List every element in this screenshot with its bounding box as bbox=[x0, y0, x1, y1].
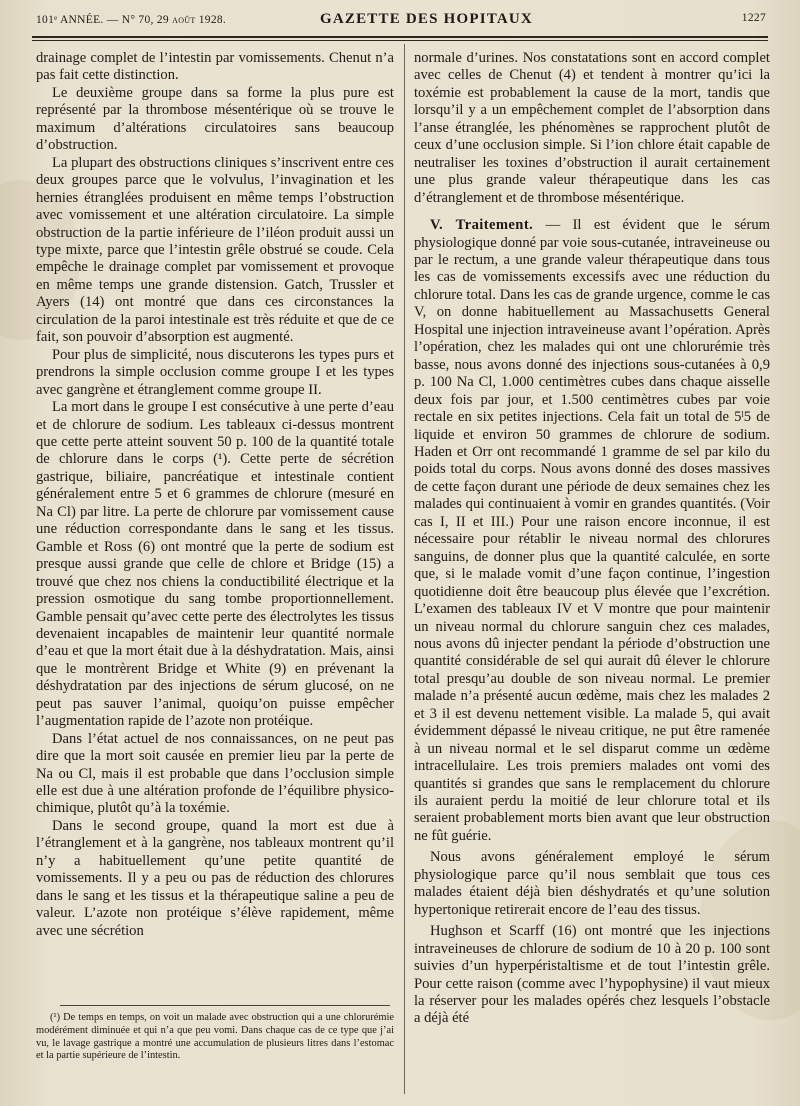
footnote-rule bbox=[60, 1005, 390, 1006]
section-title: V. Traitement. bbox=[430, 217, 534, 234]
paragraph: drainage complet de l’intestin par vomissements. Chenut n’a pas fait cette distinction. bbox=[36, 50, 394, 84]
paragraph: Dans le second groupe, quand la mort est due à l’étranglement et à la gangrène, nos tableaux montrent qu’il n’y a habituellement qu’une petite quantité de vomissements. Il y a peu ou pas de réduction des chlorures dans le sang et les tissus et la thérapeutique saline a peu de valeur. L’azote non protéique s’élève rapidement, même avec une sécrétion bbox=[36, 817, 394, 939]
page-number: 1227 bbox=[741, 12, 766, 24]
section-paragraph bbox=[414, 217, 770, 845]
header-rule-thin bbox=[32, 40, 768, 41]
column-divider bbox=[404, 44, 405, 1094]
issue-info: 101ᵉ ANNÉE. — N° 70, 29 août 1928. bbox=[36, 14, 227, 26]
paragraph: normale d’urines. Nos constatations sont en accord complet avec celles de Chenut (4) et tendent à montrer qu’ici la toxémie est probablement la cause de la mort, tandis que lorsqu’il y a un empêchement complet de l’absorption dans l’anse étranglée, les phénomènes se rapprochent plutôt de ceux d’une occlusion simple. Si l’ion chlore était capable de neutraliser les toxines d’obstruction il aurait certainement une plus grande valeur thérapeutique dans les cas d’étranglement et de thrombose mésentérique. bbox=[414, 50, 770, 206]
section-text: — Il est évident que le sérum physiologique donné par voie sous-cutanée, intraveineuse ou par le rectum, a une grande valeur thérapeutique dans tous les cas de vomissements excessifs avec une réduction du chlorure total. Dans les cas de grande urgence, comme le cas V, on donne habituellement au Massachusetts General Hospital une injection intraveineuse avant l’opération. Après l’opération, chez les malades qui ont une chlorurémie très basse, nous avons donné des injections sous-cutanées à 0,9 p. 100 Na Cl, 1.000 centimètres cubes dans chaque aisselle deux fois par jour, et 1.500 centimètres cubes par voie rectale en six petites injections. Cela fait un total de 5ˡ5 de liquide et environ 50 grammes de chlorure de sodium. Haden et Orr ont recommandé 1 gramme de sel par kilo du poids total du corps. Nous avons donné des doses massives de cette façon durant une période de deux semaines chez les malades qui continuaient à vomir en grandes quantités. (Voir cas I, II et III.) Pour une raison encore inconnue, il est nécessaire pour rétablir le niveau normal des chlorures sanguins, de donner plus que la quantité calculée, en sorte que, si le malade vomit d’une façon continue, l’ingestion quotidienne doit être beaucoup plus élevée que l’excrétion. L’examen des tableaux IV et V montre que pour maintenir un niveau normal du chlorure sanguin chez ces malades, nous avons dû injecter pendant la période d’obstruction une quantité considérable de sel qui aurait dû élever le chlorure total presqu’au double de son niveau normal. Le premier malade n’a présenté aucun œdème, mais chez les malades 2 et 3 il est devenu nettement visible. La malade 5, qui avait évidemment dépassé le niveau critique, ne put être ramenée à un niveau normal et le sel disparut comme un œdème intracellulaire. Les trois premiers malades ont vomi des quantités si grandes que sans le remplacement du chlorure ils auraient perdu la moitié de leur chlorure total et ils seraient probablement morts bien avant que leur obstruction ne fût guérie. bbox=[414, 217, 770, 844]
header-rule bbox=[32, 36, 768, 38]
footnote-text: (¹) De temps en temps, on voit un malade avec obstruction qui a une chlorurémie modérément diminuée et qui n’a que peu vomi. Dans chaque cas de ce type que j’ai vu, le lavage gastrique a montré une accumulation de plusieurs litres dans l’estomac et la partie supérieure de l’intestin. bbox=[36, 1012, 394, 1062]
paragraph: La mort dans le groupe I est consécutive à une perte d’eau et de chlorure de sodium. Les tableaux ci-dessus montrent que cette perte atteint souvent 50 p. 100 de la quantité totale de chlorure dans le corps (¹). Cette perte de sécrétion gastrique, biliaire, pancréatique et intestinale contient généralement entre 5 et 6 grammes de chlorure (mesuré en Na Cl) par litre. La perte de chlorure par vomissement cause une réduction correspondante dans le sang et les tissus. Gamble et Ross (6) ont montré que la perte de sodium est presque aussi grande que celle de chlore et Bridge (15) a trouvé que chez nos chiens la conductibilité électrique et la pression osmotique du sang tombe proportionnellement. Gamble pensait qu’avec cette perte des électrolytes les tissus devenaient incapables de maintenir leur quantité normale d’eau et que la mort était due à la déshydratation. Mais, ainsi que le montrèrent Bridge et White (9) en prévenant la déshydratation par des injections de sérum glucosé, on ne peut pas sauver l’animal, quoiqu’on puisse empêcher l’augmentation rapide de l’azote non protéique. bbox=[36, 399, 394, 730]
right-column bbox=[414, 50, 770, 1028]
paragraph: Pour plus de simplicité, nous discuterons les types purs et prendrons la simple occlusion comme groupe I et les types avec gangrène et étranglement comme groupe II. bbox=[36, 346, 394, 398]
footnote bbox=[36, 1012, 394, 1063]
page-header bbox=[30, 6, 770, 34]
journal-title: GAZETTE DES HOPITAUX bbox=[320, 11, 533, 27]
paragraph: La plupart des obstructions cliniques s’inscrivent entre ces deux groupes parce que le volvulus, l’invagination et les hernies étranglées produisent en même temps l’obstruction avec vomissement et une altération circulatoire. La simple obstruction de la partie inférieure de l’iléon produit aussi un type mixte, parce que l’intestin grêle obstrué se coude. Cela empêche le drainage complet par vomissement et provoque en même temps une grande distension. Gatch, Trussler et Ayers (14) ont montré que dans ces circonstances la circulation de la paroi intestinale est très réduite et que de ce fait, son pouvoir d’absorption est augmenté. bbox=[36, 154, 394, 346]
paragraph: Dans l’état actuel de nos connaissances, on ne peut pas dire que la mort soit causée en premier lieu par la perte de Na ou Cl, mais il est probable que dans l’occlusion simple elle est due à une altération profonde de l’équilibre physico-chimique, plutôt qu’à la toxémie. bbox=[36, 730, 394, 817]
paragraph: Le deuxième groupe dans sa forme la plus pure est représenté par la thrombose mésentérique où se trouve le maximum d’altérations circulatoires sans beaucoup d’obstruction. bbox=[36, 84, 394, 154]
paragraph: Hughson et Scarff (16) ont montré que les injections intraveineuses de chlorure de sodium de 10 à 20 p. 100 sont suivies d’un hyperpéristaltisme et de tout l’intestin grêle. Pour cette raison (comme avec l’hypophysine) il vaut mieux la réserver pour les malades opérés chez lesquels l’obstacle a déjà été bbox=[414, 923, 770, 1027]
left-column bbox=[36, 50, 394, 940]
paragraph: Nous avons généralement employé le sérum physiologique parce qu’il nous semblait que tous ces malades étaient déjà bien déshydratés et qu’une solution hypertonique retirerait encore de l’eau des tissus. bbox=[414, 849, 770, 918]
